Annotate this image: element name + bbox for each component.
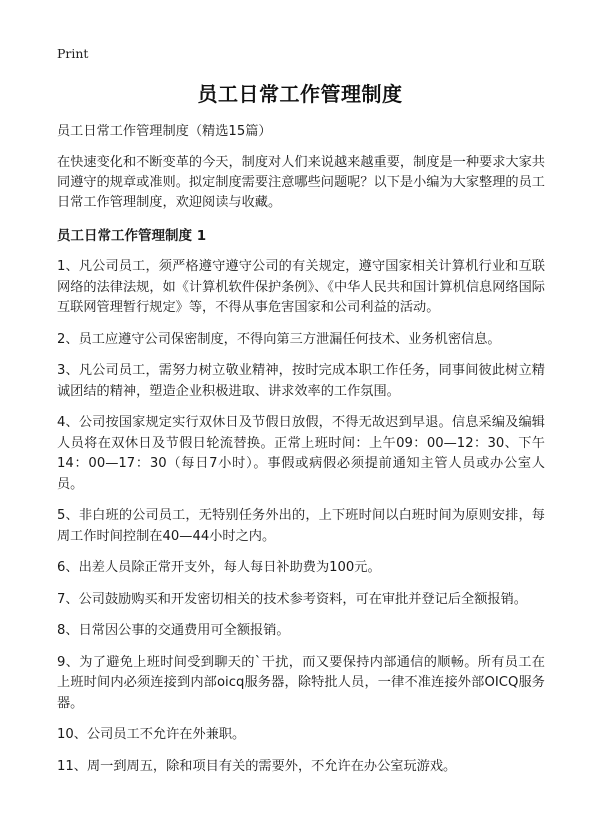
rule-item: 3、凡公司员工，需努力树立敬业精神，按时完成本职工作任务，同事间彼此树立精诚团结的精神，塑造企业积极进取、讲求效率的工作氛围。 — [57, 363, 545, 399]
rule-item: 10、公司员工不允许在外兼职。 — [57, 727, 246, 742]
section-heading: 员工日常工作管理制度 1 — [57, 228, 207, 244]
document-subtitle: 员工日常工作管理制度（精选15篇） — [57, 124, 272, 139]
rule-item: 2、员工应遵守公司保密制度，不得向第三方泄漏任何技术、业务机密信息。 — [57, 331, 501, 347]
rule-item: 8、日常因公事的交通费用可全额报销。 — [57, 623, 290, 638]
rule-item: 9、为了避免上班时间受到聊天的`干扰，而又要保持内部通信的顺畅。所有员工在上班时间内必须连接到内部oicq服务器，除特批人员，一律不准连接外部OICQ服务器。 — [57, 654, 545, 711]
print-link[interactable]: Print — [57, 46, 89, 61]
document-body — [57, 122, 545, 788]
rule-item: 11、周一到周五，除和项目有关的需要外，不允许在办公室玩游戏。 — [57, 758, 457, 774]
rule-item: 5、非白班的公司员工，无特别任务外出的，上下班时间以白班时间为原则安排，每周工作时间控制在40—44小时之内。 — [57, 508, 545, 544]
rule-item: 4、公司按国家规定实行双休日及节假日放假，不得无故迟到早退。信息采编及编辑人员将在双休日及节假日轮流替换。正常上班时间：上午09：00—12：30、下午14：00—17：30（每日7小时）。事假或病假必须提前通知主管人员或办公室人员。 — [57, 415, 545, 492]
rule-item: 7、公司鼓励购买和开发密切相关的技术参考资料，可在审批并登记后全额报销。 — [57, 591, 527, 607]
rule-item: 6、出差人员除正常开支外，每人每日补助费为100元。 — [57, 560, 381, 575]
intro-paragraph: 在快速变化和不断变革的今天，制度对人们来说越来越重要，制度是一种要求大家共同遵守的规章或准则。拟定制度需要注意哪些问题呢？以下是小编为大家整理的员工日常工作管理制度，欢迎阅读与收藏。 — [57, 155, 545, 210]
rules-list — [57, 257, 545, 777]
rule-item: 1、凡公司员工，须严格遵守遵守公司的有关规定，遵守国家相关计算机行业和互联网络的法律法规，如《计算机软件保护条例》、《中华人民共和国计算机信息网络国际互联网管理暂行规定》等，不得从事危害国家和公司利益的活动。 — [57, 259, 545, 315]
page-title: 员工日常工作管理制度 — [197, 82, 403, 106]
